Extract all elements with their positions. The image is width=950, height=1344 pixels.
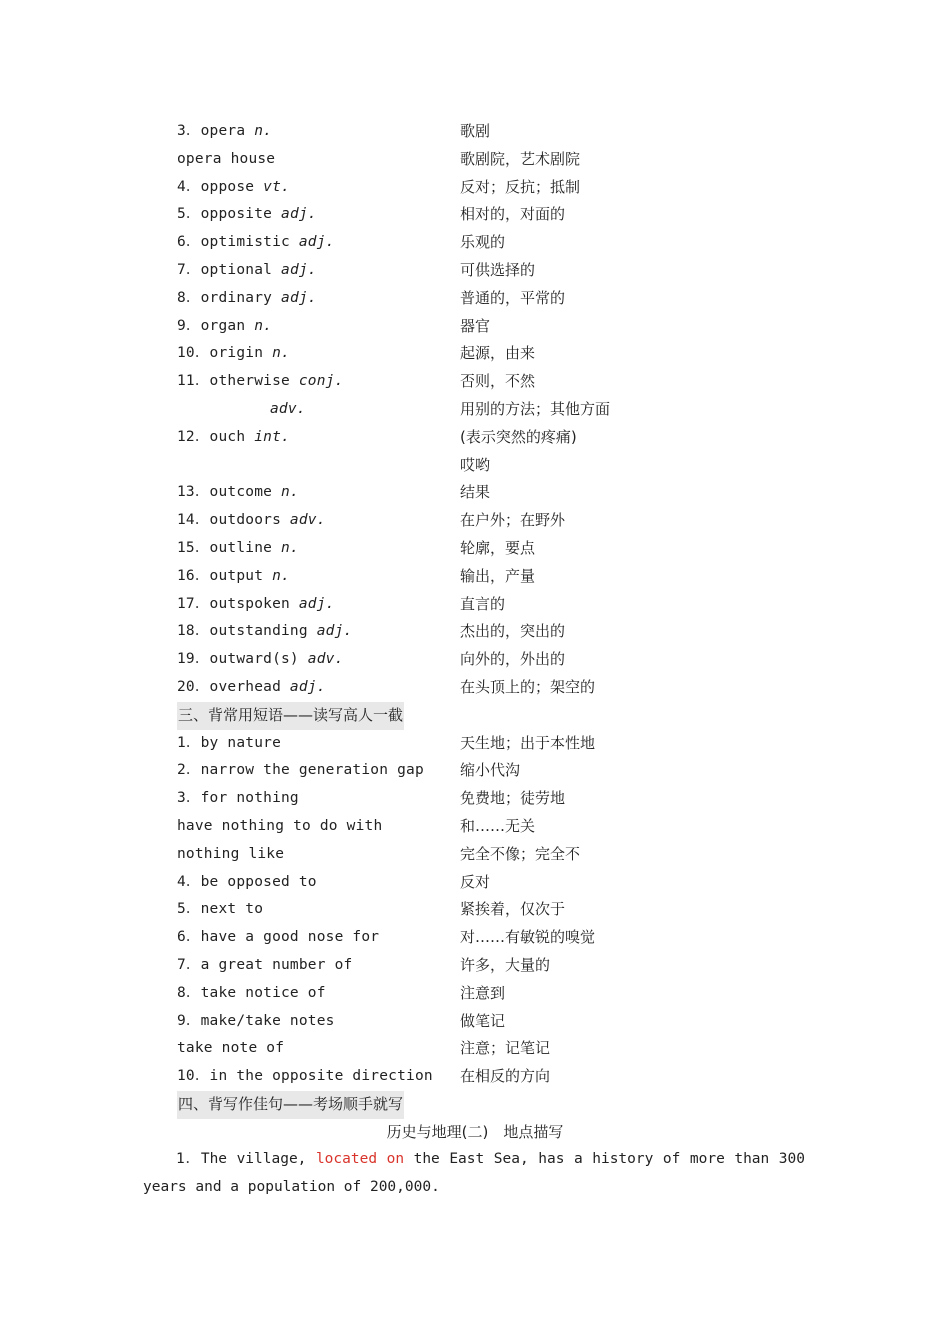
vocab-row <box>0 201 950 229</box>
vocab-meaning: 直言的 <box>460 594 506 613</box>
vocab-pos: adj. <box>307 623 353 640</box>
phrase-meaning: 免费地；徒劳地 <box>460 789 566 808</box>
vocab-row <box>0 507 950 535</box>
phrase-text: 9．make/take notes <box>177 1012 335 1029</box>
vocab-word: 19．outward(s) adv. <box>177 651 344 668</box>
vocab-word: 3．opera n. <box>177 123 273 139</box>
vocab-meaning: 用别的方法；其他方面 <box>460 399 611 418</box>
phrase-text: take note of <box>177 1040 285 1057</box>
phrase-meaning: 做笔记 <box>460 1011 506 1030</box>
vocab-word: opera house <box>177 150 276 167</box>
section-subtitle: 历史与地理(二) 地点描写 <box>386 1122 564 1141</box>
phrase-row <box>0 813 950 841</box>
vocab-pos: n. <box>245 317 273 334</box>
vocab-meaning: 哎哟 <box>460 455 491 474</box>
vocab-word: 10．origin n. <box>177 345 290 362</box>
vocab-meaning: 输出，产量 <box>460 566 536 585</box>
vocab-word: 9．organ n. <box>177 317 273 334</box>
vocab-meaning: 轮廓，要点 <box>460 538 536 557</box>
phrase-row <box>0 896 950 924</box>
vocab-word: 16．output n. <box>177 567 290 584</box>
phrase-meaning: 缩小代沟 <box>460 761 521 780</box>
phrase-meaning: 注意到 <box>460 983 506 1002</box>
phrase-text: 8．take notice of <box>177 984 326 1001</box>
phrase-row <box>0 1008 950 1036</box>
vocab-word: 20．overhead adj. <box>177 678 326 695</box>
vocab-word: 17．outspoken adj. <box>177 595 335 612</box>
highlighted-phrase: located on <box>315 1151 405 1168</box>
vocab-meaning: 结果 <box>460 483 491 502</box>
vocab-pos: adv. <box>270 400 306 417</box>
vocab-meaning: 器官 <box>460 316 491 335</box>
vocab-pos: n. <box>263 345 290 362</box>
vocab-word <box>270 396 306 424</box>
phrase-text: 7．a great number of <box>177 956 353 973</box>
phrase-row <box>0 730 950 758</box>
phrase-meaning: 反对 <box>460 872 491 891</box>
sentence-row <box>0 1146 950 1196</box>
vocab-pos: vt. <box>254 178 290 195</box>
vocab-pos: adj. <box>272 261 317 278</box>
vocab-meaning: 在户外；在野外 <box>460 511 566 530</box>
phrase-text: 10．in the opposite direction <box>177 1068 433 1085</box>
phrase-meaning: 天生地；出于本性地 <box>460 733 596 752</box>
vocab-pos: adj. <box>289 595 335 612</box>
vocab-meaning: 在头顶上的；架空的 <box>460 677 596 696</box>
phrase-row <box>0 757 950 785</box>
vocab-row <box>0 257 950 285</box>
example-sentence: 1．The village, located on the East Sea, has a history of more than 300 years and a population of 200,000. <box>143 1151 805 1196</box>
phrase-row <box>0 785 950 813</box>
vocab-word: 15．outline n. <box>177 539 299 556</box>
vocab-meaning: 歌剧 <box>460 122 491 140</box>
phrase-text: 3．for nothing <box>177 790 299 807</box>
vocab-word: 11．otherwise conj. <box>177 373 344 390</box>
vocab-meaning: 起源，由来 <box>460 344 536 363</box>
vocab-word: 12．ouch int. <box>177 428 290 445</box>
vocab-row <box>0 646 950 674</box>
vocab-meaning: 相对的，对面的 <box>460 205 566 224</box>
vocab-pos: n. <box>272 484 299 501</box>
vocab-word: 7．optional adj. <box>177 261 317 278</box>
phrase-meaning: 完全不像；完全不 <box>460 844 581 863</box>
vocab-row <box>0 285 950 313</box>
phrase-text: 6．have a good nose for <box>177 929 380 946</box>
phrase-text: nothing like <box>177 845 285 862</box>
vocab-row <box>0 452 950 480</box>
vocab-pos: adv. <box>298 651 344 668</box>
vocab-meaning: 杰出的，突出的 <box>460 622 566 641</box>
phrase-text: 4．be opposed to <box>177 873 317 890</box>
vocab-meaning: 反对；反抗；抵制 <box>460 177 581 196</box>
vocab-meaning: 可供选择的 <box>460 260 536 279</box>
phrase-text: have nothing to do with <box>177 817 383 834</box>
section-4-row <box>0 1091 950 1119</box>
vocab-meaning: 否则，不然 <box>460 372 536 391</box>
phrase-meaning: 和……无关 <box>460 816 536 835</box>
phrase-text: 5．next to <box>177 901 264 918</box>
vocab-pos: adj. <box>272 206 317 223</box>
subtitle-row <box>0 1119 950 1147</box>
vocab-meaning: 歌剧院，艺术剧院 <box>460 149 581 168</box>
vocab-row <box>0 535 950 563</box>
vocab-meaning: 乐观的 <box>460 233 506 252</box>
vocab-meaning: (表示突然的疼痛) <box>460 427 577 446</box>
document-content <box>0 118 950 1196</box>
phrase-row <box>0 869 950 897</box>
section-3-row <box>0 702 950 730</box>
phrase-row <box>0 952 950 980</box>
vocab-pos: int. <box>245 428 290 445</box>
vocab-row <box>0 591 950 619</box>
vocab-row <box>0 674 950 702</box>
vocab-row <box>0 118 950 146</box>
vocab-word: 18．outstanding adj. <box>177 623 353 640</box>
phrase-meaning: 对……有敏锐的嗅觉 <box>460 928 596 947</box>
phrase-row <box>0 1035 950 1063</box>
vocab-word: 8．ordinary adj. <box>177 289 317 306</box>
section-3-title: 三、背常用短语——读写高人一截 <box>177 702 404 730</box>
phrase-meaning: 注意；记笔记 <box>460 1039 551 1058</box>
vocab-row <box>0 340 950 368</box>
vocab-row <box>0 174 950 202</box>
vocab-word: 13．outcome n. <box>177 484 299 501</box>
phrase-row <box>0 924 950 952</box>
vocab-pos: adv. <box>281 512 326 529</box>
vocab-pos: adj. <box>289 234 335 251</box>
vocab-row <box>0 313 950 341</box>
vocab-row <box>0 396 950 424</box>
vocab-row <box>0 146 950 174</box>
phrase-row <box>0 980 950 1008</box>
vocab-pos: adj. <box>272 289 317 306</box>
phrase-meaning: 许多，大量的 <box>460 955 551 974</box>
vocab-row <box>0 368 950 396</box>
vocab-row <box>0 479 950 507</box>
vocab-row <box>0 618 950 646</box>
vocab-word: 14．outdoors adv. <box>177 512 326 529</box>
vocab-pos: n. <box>245 123 273 139</box>
section-4-title: 四、背写作佳句——考场顺手就写 <box>177 1091 404 1119</box>
vocab-pos: conj. <box>289 373 344 390</box>
phrase-meaning: 紧挨着，仅次于 <box>460 900 566 919</box>
vocab-meaning: 向外的，外出的 <box>460 650 566 669</box>
vocab-pos: n. <box>263 567 290 584</box>
vocab-pos: n. <box>272 539 299 556</box>
phrase-text: 2．narrow the generation gap <box>177 762 424 779</box>
vocab-word: 4．oppose vt. <box>177 178 290 195</box>
vocab-word: 6．optimistic adj. <box>177 234 335 251</box>
phrase-row <box>0 841 950 869</box>
phrase-row <box>0 1063 950 1091</box>
vocab-row <box>0 563 950 591</box>
vocab-row <box>0 229 950 257</box>
vocab-word: 5．opposite adj. <box>177 206 317 223</box>
vocab-row <box>0 424 950 452</box>
vocab-pos: adj. <box>281 678 326 695</box>
vocab-meaning: 普通的，平常的 <box>460 288 566 307</box>
phrase-text: 1．by nature <box>177 734 281 751</box>
phrase-meaning: 在相反的方向 <box>460 1067 551 1086</box>
